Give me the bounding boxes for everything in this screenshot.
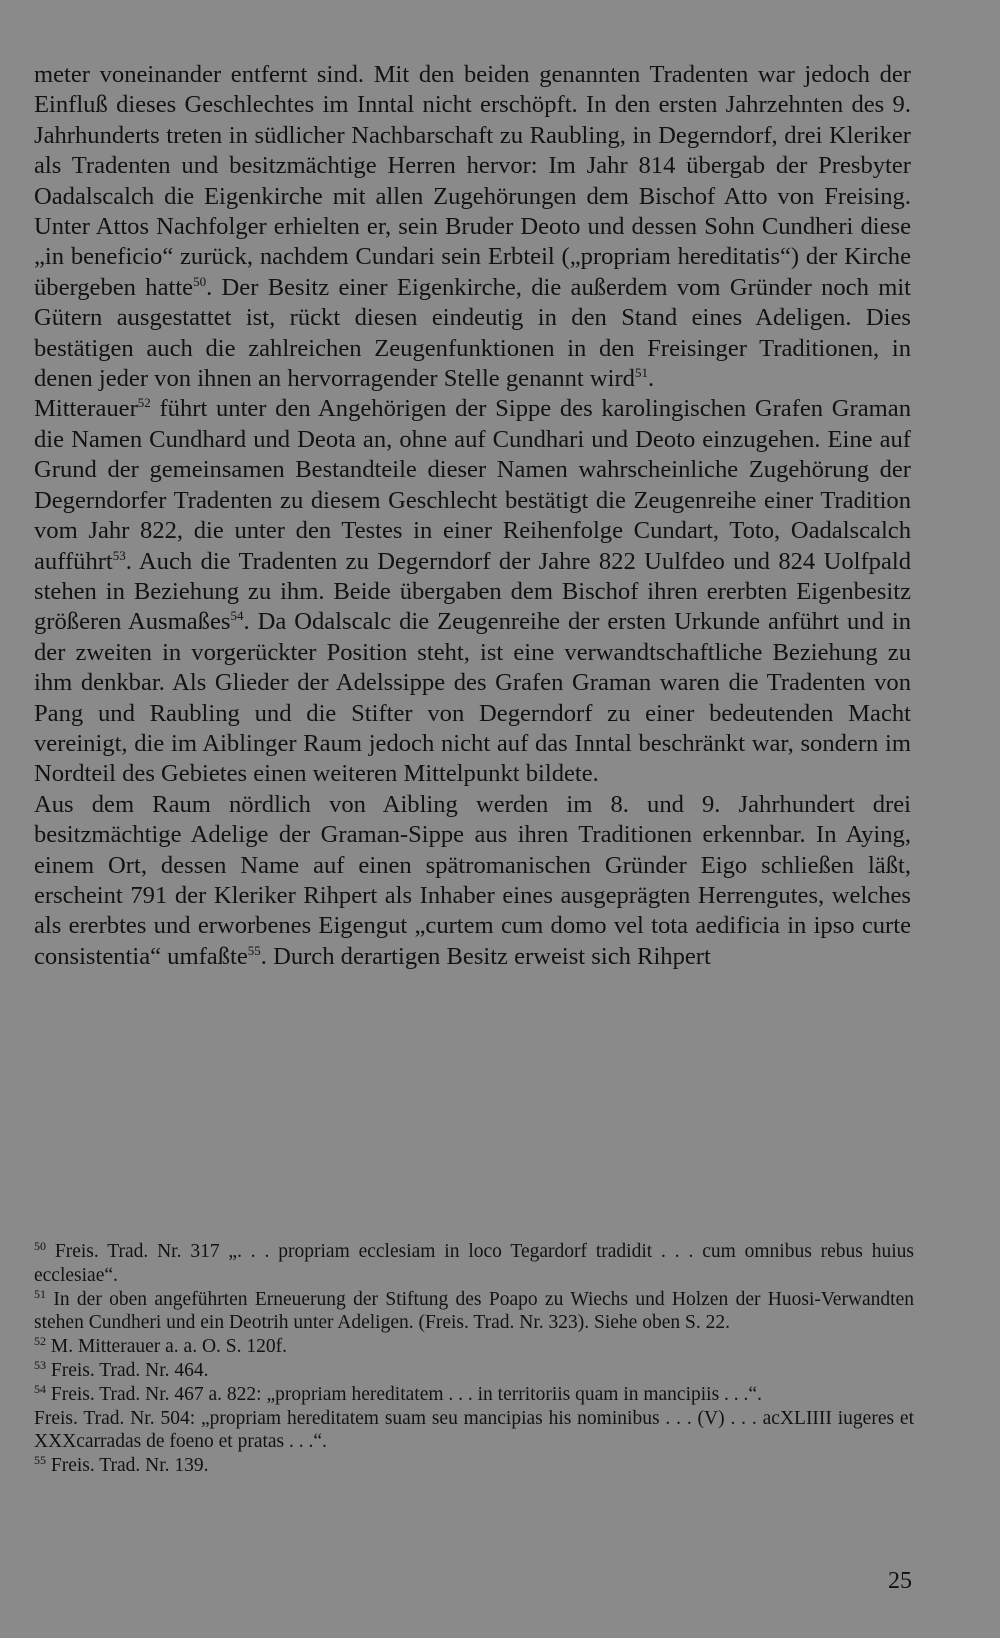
footnote-ref: 52 [137,395,151,411]
footnote-ref: 55 [247,942,261,958]
footnote-number: 52 [34,1334,46,1349]
text-run: führt unter den Angehörigen der Sippe des karolingischen Grafen Graman die Namen Cundhard und Deota an, ohne auf Cundhari und Deoto einzugehen. Eine auf Grund der gemeinsamen Bestandteile dieser Namen wahrscheinliche Zugehörung der Degerndorfer Tradenten zu diesem Geschlecht bestätigt die Zeugenreihe einer Tradition vom Jahr 822, die unter den Testes in einer Reihenfolge Cundart, Toto, Oadalscalch aufführt [34,395,911,575]
footnote-text: Freis. Trad. Nr. 464. [50,1359,209,1381]
footnote-number: 50 [34,1239,46,1253]
main-text [34,60,911,972]
text-run: Aus dem Raum nördlich von Aibling werden im 8. und 9. Jahrhundert drei besitzmächtige Adelige der Graman-Sippe aus ihren Traditionen erkennbar. In Aying, einem Ort, dessen Name auf einen spätromanischen Gründer Eigo schließen läßt, erscheint 791 der Kleriker Rihpert als Inhaber eines ausgeprägten Herrengutes, welches als ererbtes und erworbenes Eigengut „curtem cum domo vel tota aedificia in ipso curte consistentia“ umfaßte [34,790,911,970]
footnote-number: 51 [34,1286,46,1301]
footnote-text: M. Mitterauer a. a. O. S. 120f. [50,1336,287,1358]
text-run: . Durch derartigen Besitz erweist sich Rihpert [260,942,711,970]
page-number: 25 [888,1568,912,1594]
footnote-text: Freis. Trad. Nr. 139. [50,1455,209,1477]
footnote-number: 53 [34,1357,46,1372]
footnote-text: Freis. Trad. Nr. 467 a. 822: „propriam hereditatem . . . in territoriis quam in mancipiis . . .“. [50,1383,762,1405]
text-run: . [647,365,655,393]
footnote-ref: 51 [634,365,648,381]
text-run: . Da Odalscalc die Zeugenreihe der ersten Urkunde anführt und in der zweiten in vorgerückter Position steht, ist eine verwandtschaftliche Beziehung zu ihm denkbar. Als Glieder der Adelssippe des Grafen Graman waren die Tradenten von Pang und Raubling und die Stifter von Degerndorf zu einer bedeutenden Macht vereinigt, die im Aiblinger Raum jedoch nicht auf das Inntal beschränkt war, sondern im Nordteil des Gebietes einen weiteren Mittelpunkt bildete. [34,608,911,788]
footnote-text: In der oben angeführten Erneuerung der Stiftung des Poapo zu Wiechs und Holzen der Huosi-Verwandten stehen Cundheri und ein Deotrih unter Adeligen. (Freis. Trad. Nr. 323). Siehe oben S. 22. [34,1288,915,1334]
footnote [34,1454,914,1478]
footnote-ref: 53 [112,547,126,563]
text-run: meter voneinander entfernt sind. Mit den beiden genannten Tradenten war jedoch der Einfluß dieses Geschlechtes im Inntal nicht erschöpft. In den ersten Jahrzehnten des 9. Jahrhunderts treten in südlicher Nachbarschaft zu Raubling, in Degerndorf, drei Kleriker als Tradenten und besitzmächtige Herren hervor: Im Jahr 814 übergab der Presbyter Oadalscalch die Eigenkirche mit allen Zugehörungen dem Bischof Atto von Freising. Unter Attos Nachfolger erhielten er, sein Bruder Deoto und dessen Sohn Cundheri diese „in beneficio“ zurück, nachdem Cundari sein Erbteil („propriam hereditatis“) der Kirche übergeben hatte [34,61,911,301]
text-run: . Der Besitz einer Eigenkirche, die außerdem vom Gründer noch mit Gütern ausgestattet ist, rückt diesen eindeutig in den Stand eines Adeligen. Dies bestätigen auch die zahlreichen Zeugenfunktionen in den Freisinger Traditionen, in denen jeder von ihnen an hervorragender Stelle genannt wird [34,273,911,393]
footnote [34,1383,914,1407]
paragraph [34,60,911,394]
footnote [34,1240,914,1288]
footnote-text: Freis. Trad. Nr. 504: „propriam hereditatem suam seu mancipias his nominibus . . . (V) . . . acXLIIII iugeres et XXXcarradas de foeno et pratas . . .“. [34,1407,914,1453]
footnote-ref: 54 [230,608,244,624]
footnote-number: 54 [34,1381,46,1396]
footnote [34,1359,914,1383]
paragraph [34,790,911,972]
footnote [34,1288,914,1336]
paragraph [34,394,911,789]
footnote-text: Freis. Trad. Nr. 317 „. . . propriam ecclesiam in loco Tegardorf tradidit . . . cum omnibus rebus huius ecclesiae“. [34,1241,915,1286]
footnote-ref: 50 [193,273,207,289]
footnote [34,1335,914,1359]
text-run: . Auch die Tradenten zu Degerndorf der Jahre 822 Uulfdeo und 824 Uolfpald stehen in Beziehung zu ihm. Beide übergaben dem Bischof ihren ererbten Eigenbesitz größeren Ausmaßes [34,547,911,636]
footnote-number: 55 [34,1453,46,1468]
text-run: Mitterauer [34,395,138,423]
footnote [34,1407,914,1455]
footnotes [34,1240,914,1478]
